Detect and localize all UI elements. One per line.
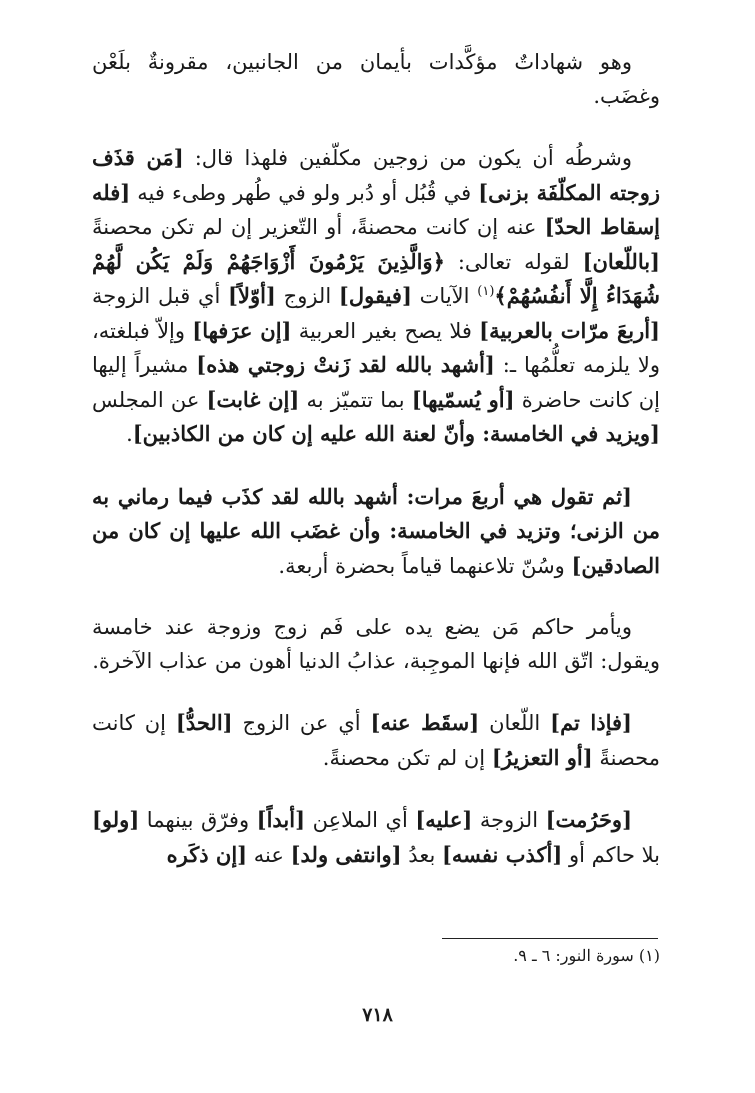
text-run: عن المجلس (92, 387, 207, 412)
text-run: وإلاّ فبلغته، ولا يلزمه تعلُّمُها ـ: (92, 318, 660, 377)
footnote-separator (442, 938, 658, 939)
paragraph-4 (92, 611, 660, 678)
footnote-reference[interactable]: (١) (477, 284, 495, 299)
paragraph-3 (92, 480, 660, 584)
text-run: إن كانت محصنةً (92, 711, 660, 770)
text-run: أي عن الزوج (232, 711, 371, 735)
text-run: اللّعان (479, 711, 551, 735)
text-run: في قُبُل أو دُبر ولو في طُهر وطىء فيه (130, 180, 479, 205)
main-text (92, 46, 660, 872)
text-run: بلا حاكم أو (562, 842, 660, 867)
paragraph-6 (92, 803, 660, 872)
text-run: بما تتميّز به (299, 387, 412, 412)
footnote-text: سورة النور: ٦ ـ ٩. (513, 946, 639, 965)
matn-text: [إن عرَفها] (192, 317, 292, 343)
text-run: . (126, 422, 133, 446)
text-run: وفرّق بينهما (139, 808, 257, 832)
page-number: ٧١٨ (362, 1004, 393, 1026)
paragraph-2 (92, 141, 660, 452)
matn-text: [أبداً] (256, 807, 306, 832)
matn-text: [وحَرُمت] (545, 807, 633, 832)
text-run: الآيات (411, 284, 478, 308)
text-run: وشرطُه أن يكون من زوجين مكلّفين فلهذا قال: (183, 146, 633, 170)
matn-text: [أشهد بالله لقد زَنتْ زوجتي هذه] (196, 352, 495, 377)
text-run: لقوله تعالى: (444, 249, 583, 274)
text-run: وهو شهاداتٌ مؤكَّدات بأيمان من الجانبين، مقرونةٌ بلَعْن وغضَب. (92, 50, 660, 108)
text-run: عنه (247, 842, 291, 867)
matn-text: [وانتفى ولد] (290, 841, 402, 867)
text-run: عنه إن كانت محصنةً، أو التّعزير إن لم تكن محصنةً (92, 215, 545, 239)
text-run: الزوج (275, 284, 339, 308)
footnote (100, 944, 660, 968)
matn-text: [الحدُّ] (175, 710, 233, 735)
text-run: الزوجة (472, 808, 546, 832)
paragraph-5 (92, 706, 660, 775)
matn-text: [إن غابت] (206, 386, 300, 412)
text-run: إن لم تكن محصنةً. (322, 745, 492, 770)
text-run: وسُنّ تلاعنهما قياماً بحضرة أربعة. (278, 553, 572, 578)
footnote-marker: (١) (638, 946, 660, 965)
matn-text: [أربعَ مرّات بالعربية] (479, 317, 660, 343)
matn-text: [ولو] (92, 807, 140, 832)
matn-text: [فإذا تم] (550, 710, 632, 735)
text-run: فلا يصح بغير العربية (291, 318, 480, 343)
matn-text: [أو التعزيرُ] (491, 744, 593, 770)
matn-text: [أوّلاً] (228, 283, 276, 308)
quran-verse: ﴿وَالَّذِينَ يَرْمُونَ أَزْوَاجَهُمْ وَلَمْ يَكُن لَّهُمْ شُهَدَاءُ إِلَّا أَنفُسُهُمْ﴾ (92, 248, 661, 308)
text-run: ويأمر حاكم مَن يضع يده على فَم زوج وزوجة عند خامسة ويقول: اتّق الله فإنها الموجِبة، عذابُ الدنيا أهون من عذاب الآخرة. (92, 615, 660, 673)
matn-text: [إن ذكَره (166, 841, 248, 867)
matn-text: [ويزيد في الخامسة: وأنّ لعنة الله عليه إن كان من الكاذبين] (132, 421, 660, 446)
matn-text: [باللّعان] (582, 248, 660, 274)
text-run: بعدُ (401, 842, 442, 867)
text-run: أي قبل الزوجة (92, 284, 229, 308)
matn-text: [سقَط عنه] (370, 710, 480, 735)
matn-text: [مَن قذَف زوجته المكلّفَة بزنى] (92, 145, 660, 205)
matn-text: [أو يُسمّيها] (411, 386, 515, 412)
matn-text: [ثم تقول هي أربعَ مرات: أشهد بالله لقد كذَب فيما رماني به من الزنى؛ وتزيد في الخامسة: وأن غضَب الله عليها إن كان من الصادقين] (92, 483, 660, 578)
matn-text: [عليه] (415, 807, 473, 832)
paragraph-1 (92, 46, 660, 113)
text-run: مشيراً إليها إن كانت حاضرة (92, 353, 661, 412)
matn-text: [أكذب نفسه] (441, 841, 563, 867)
matn-text: [فله إسقاط الحدّ] (92, 179, 661, 239)
text-run: أي الملاعِن (305, 808, 416, 832)
matn-text: [فيقول] (338, 283, 412, 308)
